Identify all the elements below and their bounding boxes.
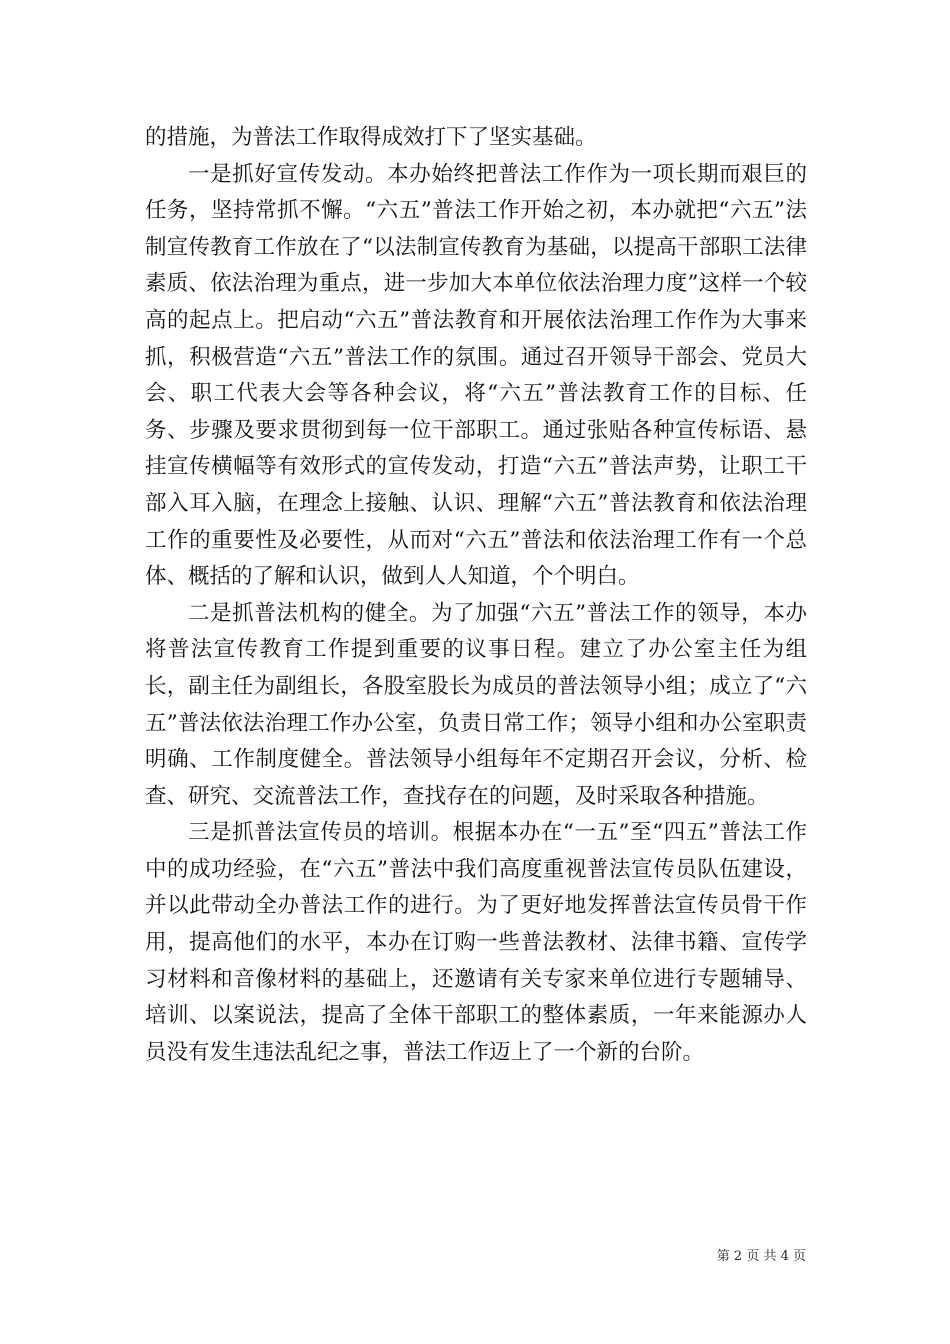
paragraph-publicity: 一是抓好宣传发动。本办始终把普法工作作为一项长期而艰巨的任务，坚持常抓不懈。“六五”普法工作开始之初，本办就把“六五”法制宣传教育工作放在了“以法制宣传教育为基础，以提高干部职工法律素质、依法治理为重点，进一步加大本单位依法治理力度”这样一个较高的起点上。把启动“六五”普法教育和开展依法治理工作作为大事来抓，积极营造“六五”普法工作的氛围。通过召开领导干部会、党员大会、职工代表大会等各种会议，将“六五”普法教育工作的目标、任务、步骤及要求贯彻到每一位干部职工。通过张贴各种宣传标语、悬挂宣传横幅等有效形式的宣传发动，打造“六五”普法声势，让职工干部入耳入脑，在理念上接触、认识、理解“六五”普法教育和依法治理工作的重要性及必要性，从而对“六五”普法和依法治理工作有一个总体、概括的了解和认识，做到人人知道，个个明白。 [145, 161, 807, 590]
paragraph-continuation: 的措施，为普法工作取得成效打下了坚实基础。 [145, 125, 597, 150]
page-number: 第 2 页 共 4 页 [716, 1249, 806, 1264]
paragraph-organization: 二是抓普法机构的健全。为了加强“六五”普法工作的领导，本办将普法宣传教育工作提到重要的议事日程。建立了办公室主任为组长，副主任为副组长，各股室股长为成员的普法领导小组；成立了“六五”普法依法治理工作办公室，负责日常工作；领导小组和办公室职责明确、工作制度健全。普法领导小组每年不定期召开会议，分析、检查、研究、交流普法工作，查找存在的问题，及时采取各种措施。 [145, 600, 807, 809]
document-body [145, 120, 807, 1071]
paragraph-training: 三是抓普法宣传员的培训。根据本办在“一五”至“四五”普法工作中的成功经验，在“六五”普法中我们高度重视普法宣传员队伍建设，并以此带动全办普法工作的进行。为了更好地发挥普法宣传员骨干作用，提高他们的水平，本办在订购一些普法教材、法律书籍、宣传学习材料和音像材料的基础上，还邀请有关专家来单位进行专题辅导、培训、以案说法，提高了全体干部职工的整体素质，一年来能源办人员没有发生违法乱纪之事，普法工作迈上了一个新的台阶。 [145, 820, 807, 1065]
